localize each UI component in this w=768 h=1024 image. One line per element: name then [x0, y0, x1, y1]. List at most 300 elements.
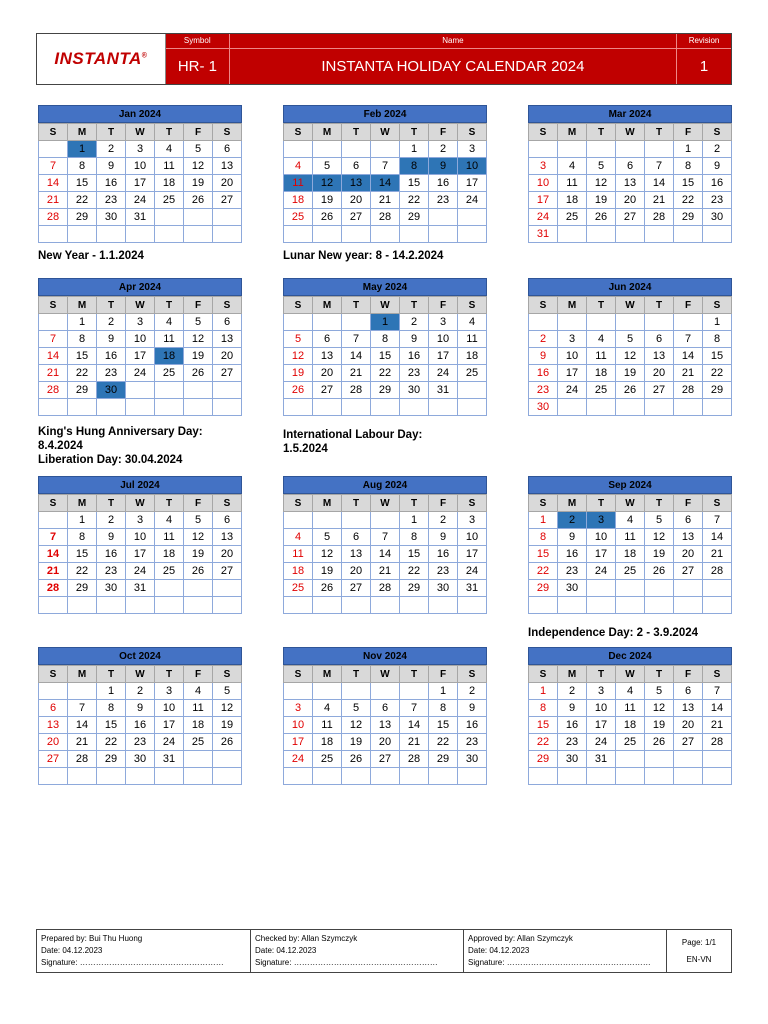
week-row [39, 580, 242, 597]
day-cell: 24 [126, 563, 155, 580]
day-cell: 25 [184, 734, 213, 751]
empty-day-cell [558, 768, 587, 785]
logo-text [54, 49, 147, 69]
empty-day-cell [342, 683, 371, 700]
note-liberation: Liberation Day: 30.04.2024 [38, 454, 183, 466]
week-row [529, 512, 732, 529]
week-row [39, 529, 242, 546]
week-row [284, 734, 487, 751]
day-cell: 8 [371, 331, 400, 348]
day-cell: 15 [429, 717, 458, 734]
week-row [39, 348, 242, 365]
weekday-header: T [587, 495, 616, 512]
day-cell: 25 [155, 365, 184, 382]
day-cell: 16 [458, 717, 487, 734]
empty-day-cell [284, 768, 313, 785]
empty-day-cell [155, 382, 184, 399]
holiday-day-cell: 11 [284, 175, 313, 192]
day-cell: 15 [674, 175, 703, 192]
day-cell: 24 [126, 192, 155, 209]
weekday-header: W [616, 124, 645, 141]
weekday-header: S [529, 666, 558, 683]
day-cell: 21 [703, 717, 732, 734]
empty-day-cell [674, 751, 703, 768]
day-cell: 21 [645, 192, 674, 209]
prepared-signature: Signature: ……………………………………………… [41, 958, 224, 967]
day-cell: 15 [68, 348, 97, 365]
empty-day-cell [558, 399, 587, 416]
empty-day-cell [703, 768, 732, 785]
week-row [39, 331, 242, 348]
empty-day-cell [313, 768, 342, 785]
weekday-header: T [400, 495, 429, 512]
empty-day-cell [616, 768, 645, 785]
day-cell: 21 [39, 365, 68, 382]
weekday-header: T [645, 666, 674, 683]
day-cell: 18 [587, 365, 616, 382]
empty-day-cell [155, 226, 184, 243]
empty-day-cell [645, 597, 674, 614]
day-cell: 16 [97, 175, 126, 192]
day-cell: 28 [39, 580, 68, 597]
day-cell: 15 [400, 175, 429, 192]
day-cell: 28 [645, 209, 674, 226]
day-cell: 11 [558, 175, 587, 192]
day-cell: 25 [155, 192, 184, 209]
day-cell: 22 [97, 734, 126, 751]
day-cell: 19 [284, 365, 313, 382]
day-cell: 1 [97, 683, 126, 700]
day-cell: 24 [155, 734, 184, 751]
day-cell: 30 [558, 751, 587, 768]
day-cell: 29 [429, 751, 458, 768]
day-cell: 2 [558, 683, 587, 700]
weekday-header: S [529, 297, 558, 314]
weekday-header: T [97, 666, 126, 683]
day-cell: 21 [39, 563, 68, 580]
weekday-header: W [126, 666, 155, 683]
month-title: Mar 2024 [528, 105, 732, 123]
week-row [529, 580, 732, 597]
day-cell: 29 [371, 382, 400, 399]
day-cell: 4 [587, 331, 616, 348]
empty-day-cell [155, 580, 184, 597]
empty-day-cell [400, 768, 429, 785]
week-row [284, 209, 487, 226]
empty-day-cell [155, 768, 184, 785]
day-cell: 5 [342, 700, 371, 717]
day-cell: 18 [184, 717, 213, 734]
empty-day-cell [703, 226, 732, 243]
weekday-header: M [68, 124, 97, 141]
day-cell: 6 [674, 512, 703, 529]
day-cell: 17 [429, 348, 458, 365]
day-cell: 28 [342, 382, 371, 399]
weekday-header: T [400, 666, 429, 683]
weekday-header: S [458, 495, 487, 512]
day-cell: 27 [213, 563, 242, 580]
day-cell: 22 [429, 734, 458, 751]
empty-day-cell [587, 580, 616, 597]
weekday-header: S [284, 666, 313, 683]
empty-day-cell [39, 597, 68, 614]
calendar-sep [528, 476, 732, 614]
weekday-header: F [674, 297, 703, 314]
day-cell: 8 [529, 529, 558, 546]
empty-day-cell [371, 597, 400, 614]
empty-day-cell [371, 768, 400, 785]
day-cell: 17 [126, 348, 155, 365]
empty-day-cell [155, 209, 184, 226]
day-cell: 22 [400, 192, 429, 209]
name-label: Name [230, 34, 676, 49]
day-cell: 1 [529, 512, 558, 529]
week-row [529, 751, 732, 768]
empty-day-cell [184, 597, 213, 614]
day-cell: 4 [616, 683, 645, 700]
empty-day-cell [371, 512, 400, 529]
empty-day-cell [645, 141, 674, 158]
empty-day-cell [97, 399, 126, 416]
empty-day-cell [587, 226, 616, 243]
page-number: Page: 1/1 [681, 937, 717, 947]
week-row [39, 717, 242, 734]
day-cell: 1 [400, 512, 429, 529]
day-cell: 30 [97, 209, 126, 226]
empty-day-cell [674, 314, 703, 331]
empty-day-cell [342, 226, 371, 243]
weekday-header: S [39, 495, 68, 512]
day-cell: 4 [155, 141, 184, 158]
day-cell: 12 [213, 700, 242, 717]
week-row [529, 563, 732, 580]
day-cell: 17 [458, 546, 487, 563]
day-cell: 27 [645, 382, 674, 399]
empty-day-cell [400, 597, 429, 614]
month-grid [38, 296, 242, 416]
week-row [39, 158, 242, 175]
day-cell: 19 [587, 192, 616, 209]
weekday-header: T [155, 666, 184, 683]
day-cell: 19 [645, 717, 674, 734]
empty-day-cell [458, 209, 487, 226]
empty-day-cell [529, 314, 558, 331]
empty-day-cell [39, 141, 68, 158]
day-cell: 8 [97, 700, 126, 717]
empty-day-cell [587, 141, 616, 158]
month-grid [38, 494, 242, 614]
empty-day-cell [371, 141, 400, 158]
day-cell: 7 [645, 158, 674, 175]
holiday-day-cell: 1 [68, 141, 97, 158]
day-cell: 13 [674, 700, 703, 717]
day-cell: 5 [284, 331, 313, 348]
week-row [529, 399, 732, 416]
week-row [529, 192, 732, 209]
day-cell: 20 [674, 717, 703, 734]
day-cell: 8 [400, 529, 429, 546]
empty-day-cell [342, 768, 371, 785]
week-row [284, 546, 487, 563]
holiday-day-cell: 10 [458, 158, 487, 175]
day-cell: 13 [213, 158, 242, 175]
approved-by: Approved by: Allan Szymczyk [468, 934, 573, 943]
day-cell: 9 [126, 700, 155, 717]
empty-day-cell [703, 751, 732, 768]
empty-day-cell [529, 768, 558, 785]
day-cell: 17 [126, 175, 155, 192]
empty-day-cell [616, 597, 645, 614]
day-cell: 3 [155, 683, 184, 700]
week-row [284, 158, 487, 175]
day-cell: 6 [213, 141, 242, 158]
day-cell: 13 [674, 529, 703, 546]
document-header [36, 33, 732, 85]
day-cell: 11 [458, 331, 487, 348]
empty-day-cell [558, 141, 587, 158]
day-cell: 5 [645, 683, 674, 700]
day-cell: 7 [371, 529, 400, 546]
week-row [39, 226, 242, 243]
weekday-header: M [68, 297, 97, 314]
note-kings-hung-line1: King's Hung Anniversary Day: [38, 426, 203, 438]
week-row [284, 382, 487, 399]
day-cell: 17 [529, 192, 558, 209]
month-title: Oct 2024 [38, 647, 242, 665]
day-cell: 31 [126, 580, 155, 597]
day-cell: 7 [39, 331, 68, 348]
week-row [39, 683, 242, 700]
weekday-header: T [342, 124, 371, 141]
week-row [529, 382, 732, 399]
day-cell: 15 [529, 717, 558, 734]
holiday-day-cell: 9 [429, 158, 458, 175]
document-title: INSTANTA HOLIDAY CALENDAR 2024 [321, 58, 585, 75]
revision-value: 1 [699, 58, 709, 75]
revision-cell [677, 34, 731, 84]
week-row [284, 314, 487, 331]
day-cell: 5 [184, 141, 213, 158]
empty-day-cell [284, 512, 313, 529]
empty-day-cell [213, 768, 242, 785]
calendar-dec [528, 647, 732, 785]
empty-day-cell [429, 209, 458, 226]
day-cell: 7 [39, 529, 68, 546]
day-cell: 23 [97, 365, 126, 382]
approved-block [464, 930, 667, 972]
weekday-header: W [126, 495, 155, 512]
day-cell: 3 [284, 700, 313, 717]
weekday-header: S [458, 666, 487, 683]
day-cell: 25 [313, 751, 342, 768]
month-grid [528, 494, 732, 614]
day-cell: 13 [616, 175, 645, 192]
day-cell: 7 [342, 331, 371, 348]
week-row [529, 365, 732, 382]
day-cell: 24 [429, 365, 458, 382]
empty-day-cell [587, 399, 616, 416]
calendar-feb [283, 105, 487, 243]
weekday-header: S [284, 297, 313, 314]
empty-day-cell [587, 314, 616, 331]
day-cell: 21 [39, 192, 68, 209]
empty-day-cell [126, 382, 155, 399]
empty-day-cell [126, 226, 155, 243]
day-cell: 25 [284, 209, 313, 226]
week-row [284, 175, 487, 192]
week-row [529, 734, 732, 751]
day-cell: 10 [458, 529, 487, 546]
day-cell: 1 [674, 141, 703, 158]
day-cell: 10 [126, 158, 155, 175]
day-cell: 14 [674, 348, 703, 365]
day-cell: 28 [68, 751, 97, 768]
day-cell: 4 [558, 158, 587, 175]
empty-day-cell [184, 768, 213, 785]
weekday-header: M [313, 124, 342, 141]
day-cell: 23 [429, 563, 458, 580]
holiday-day-cell: 2 [558, 512, 587, 529]
month-title: Apr 2024 [38, 278, 242, 296]
day-cell: 28 [703, 563, 732, 580]
day-cell: 21 [371, 192, 400, 209]
week-row [284, 683, 487, 700]
note-labour-line2: 1.5.2024 [283, 443, 328, 455]
instanta-logo [37, 34, 166, 84]
month-grid [528, 296, 732, 416]
week-row [284, 717, 487, 734]
day-cell: 30 [126, 751, 155, 768]
weekday-header: T [97, 297, 126, 314]
empty-day-cell [284, 314, 313, 331]
empty-day-cell [155, 399, 184, 416]
weekday-header: T [342, 297, 371, 314]
day-cell: 2 [458, 683, 487, 700]
day-cell: 20 [213, 175, 242, 192]
empty-day-cell [184, 399, 213, 416]
day-cell: 29 [529, 580, 558, 597]
day-cell: 23 [429, 192, 458, 209]
day-cell: 6 [39, 700, 68, 717]
week-row [529, 529, 732, 546]
empty-day-cell [674, 399, 703, 416]
empty-day-cell [674, 580, 703, 597]
day-cell: 21 [68, 734, 97, 751]
day-cell: 9 [429, 529, 458, 546]
week-row [529, 226, 732, 243]
empty-day-cell [213, 382, 242, 399]
week-row [39, 399, 242, 416]
empty-day-cell [284, 399, 313, 416]
weekday-header: F [184, 124, 213, 141]
empty-day-cell [342, 512, 371, 529]
empty-day-cell [674, 226, 703, 243]
day-cell: 4 [284, 158, 313, 175]
day-cell: 7 [703, 512, 732, 529]
day-cell: 20 [371, 734, 400, 751]
holiday-day-cell: 3 [587, 512, 616, 529]
day-cell: 6 [674, 683, 703, 700]
week-row [39, 751, 242, 768]
month-grid [283, 123, 487, 243]
day-cell: 26 [645, 563, 674, 580]
day-cell: 2 [703, 141, 732, 158]
week-row [39, 768, 242, 785]
day-cell: 16 [703, 175, 732, 192]
empty-day-cell [558, 314, 587, 331]
empty-day-cell [616, 226, 645, 243]
day-cell: 30 [558, 580, 587, 597]
empty-day-cell [645, 226, 674, 243]
day-cell: 11 [155, 158, 184, 175]
day-cell: 18 [313, 734, 342, 751]
calendar-aug [283, 476, 487, 614]
day-cell: 27 [342, 580, 371, 597]
empty-day-cell [558, 597, 587, 614]
weekday-header: M [558, 666, 587, 683]
weekday-header: S [213, 297, 242, 314]
day-cell: 9 [529, 348, 558, 365]
symbol-value: HR- 1 [177, 58, 217, 75]
logo-wordmark: INSTANTA [54, 49, 142, 68]
weekday-header: T [587, 666, 616, 683]
empty-day-cell [371, 226, 400, 243]
day-cell: 11 [184, 700, 213, 717]
month-grid [38, 123, 242, 243]
day-cell: 10 [126, 529, 155, 546]
weekday-header: T [155, 297, 184, 314]
day-cell: 5 [587, 158, 616, 175]
empty-day-cell [342, 399, 371, 416]
day-cell: 13 [342, 546, 371, 563]
empty-day-cell [703, 597, 732, 614]
week-row [529, 683, 732, 700]
week-row [284, 331, 487, 348]
day-cell: 27 [342, 209, 371, 226]
weekday-header: S [703, 495, 732, 512]
day-cell: 2 [400, 314, 429, 331]
day-cell: 23 [97, 563, 126, 580]
weekday-header: T [97, 124, 126, 141]
day-cell: 22 [68, 365, 97, 382]
day-cell: 4 [155, 512, 184, 529]
weekday-header: F [184, 297, 213, 314]
day-cell: 25 [587, 382, 616, 399]
day-cell: 27 [371, 751, 400, 768]
day-cell: 26 [342, 751, 371, 768]
day-cell: 10 [429, 331, 458, 348]
day-cell: 16 [429, 546, 458, 563]
empty-day-cell [213, 580, 242, 597]
day-cell: 24 [529, 209, 558, 226]
day-cell: 26 [284, 382, 313, 399]
holiday-day-cell: 1 [371, 314, 400, 331]
symbol-label: Symbol [166, 34, 229, 49]
weekday-header: W [616, 297, 645, 314]
day-cell: 16 [97, 348, 126, 365]
day-cell: 17 [155, 717, 184, 734]
day-cell: 19 [184, 348, 213, 365]
day-cell: 8 [703, 331, 732, 348]
empty-day-cell [184, 580, 213, 597]
day-cell: 4 [284, 529, 313, 546]
day-cell: 2 [97, 314, 126, 331]
empty-day-cell [587, 597, 616, 614]
day-cell: 4 [313, 700, 342, 717]
day-cell: 7 [674, 331, 703, 348]
week-row [529, 717, 732, 734]
empty-day-cell [587, 768, 616, 785]
